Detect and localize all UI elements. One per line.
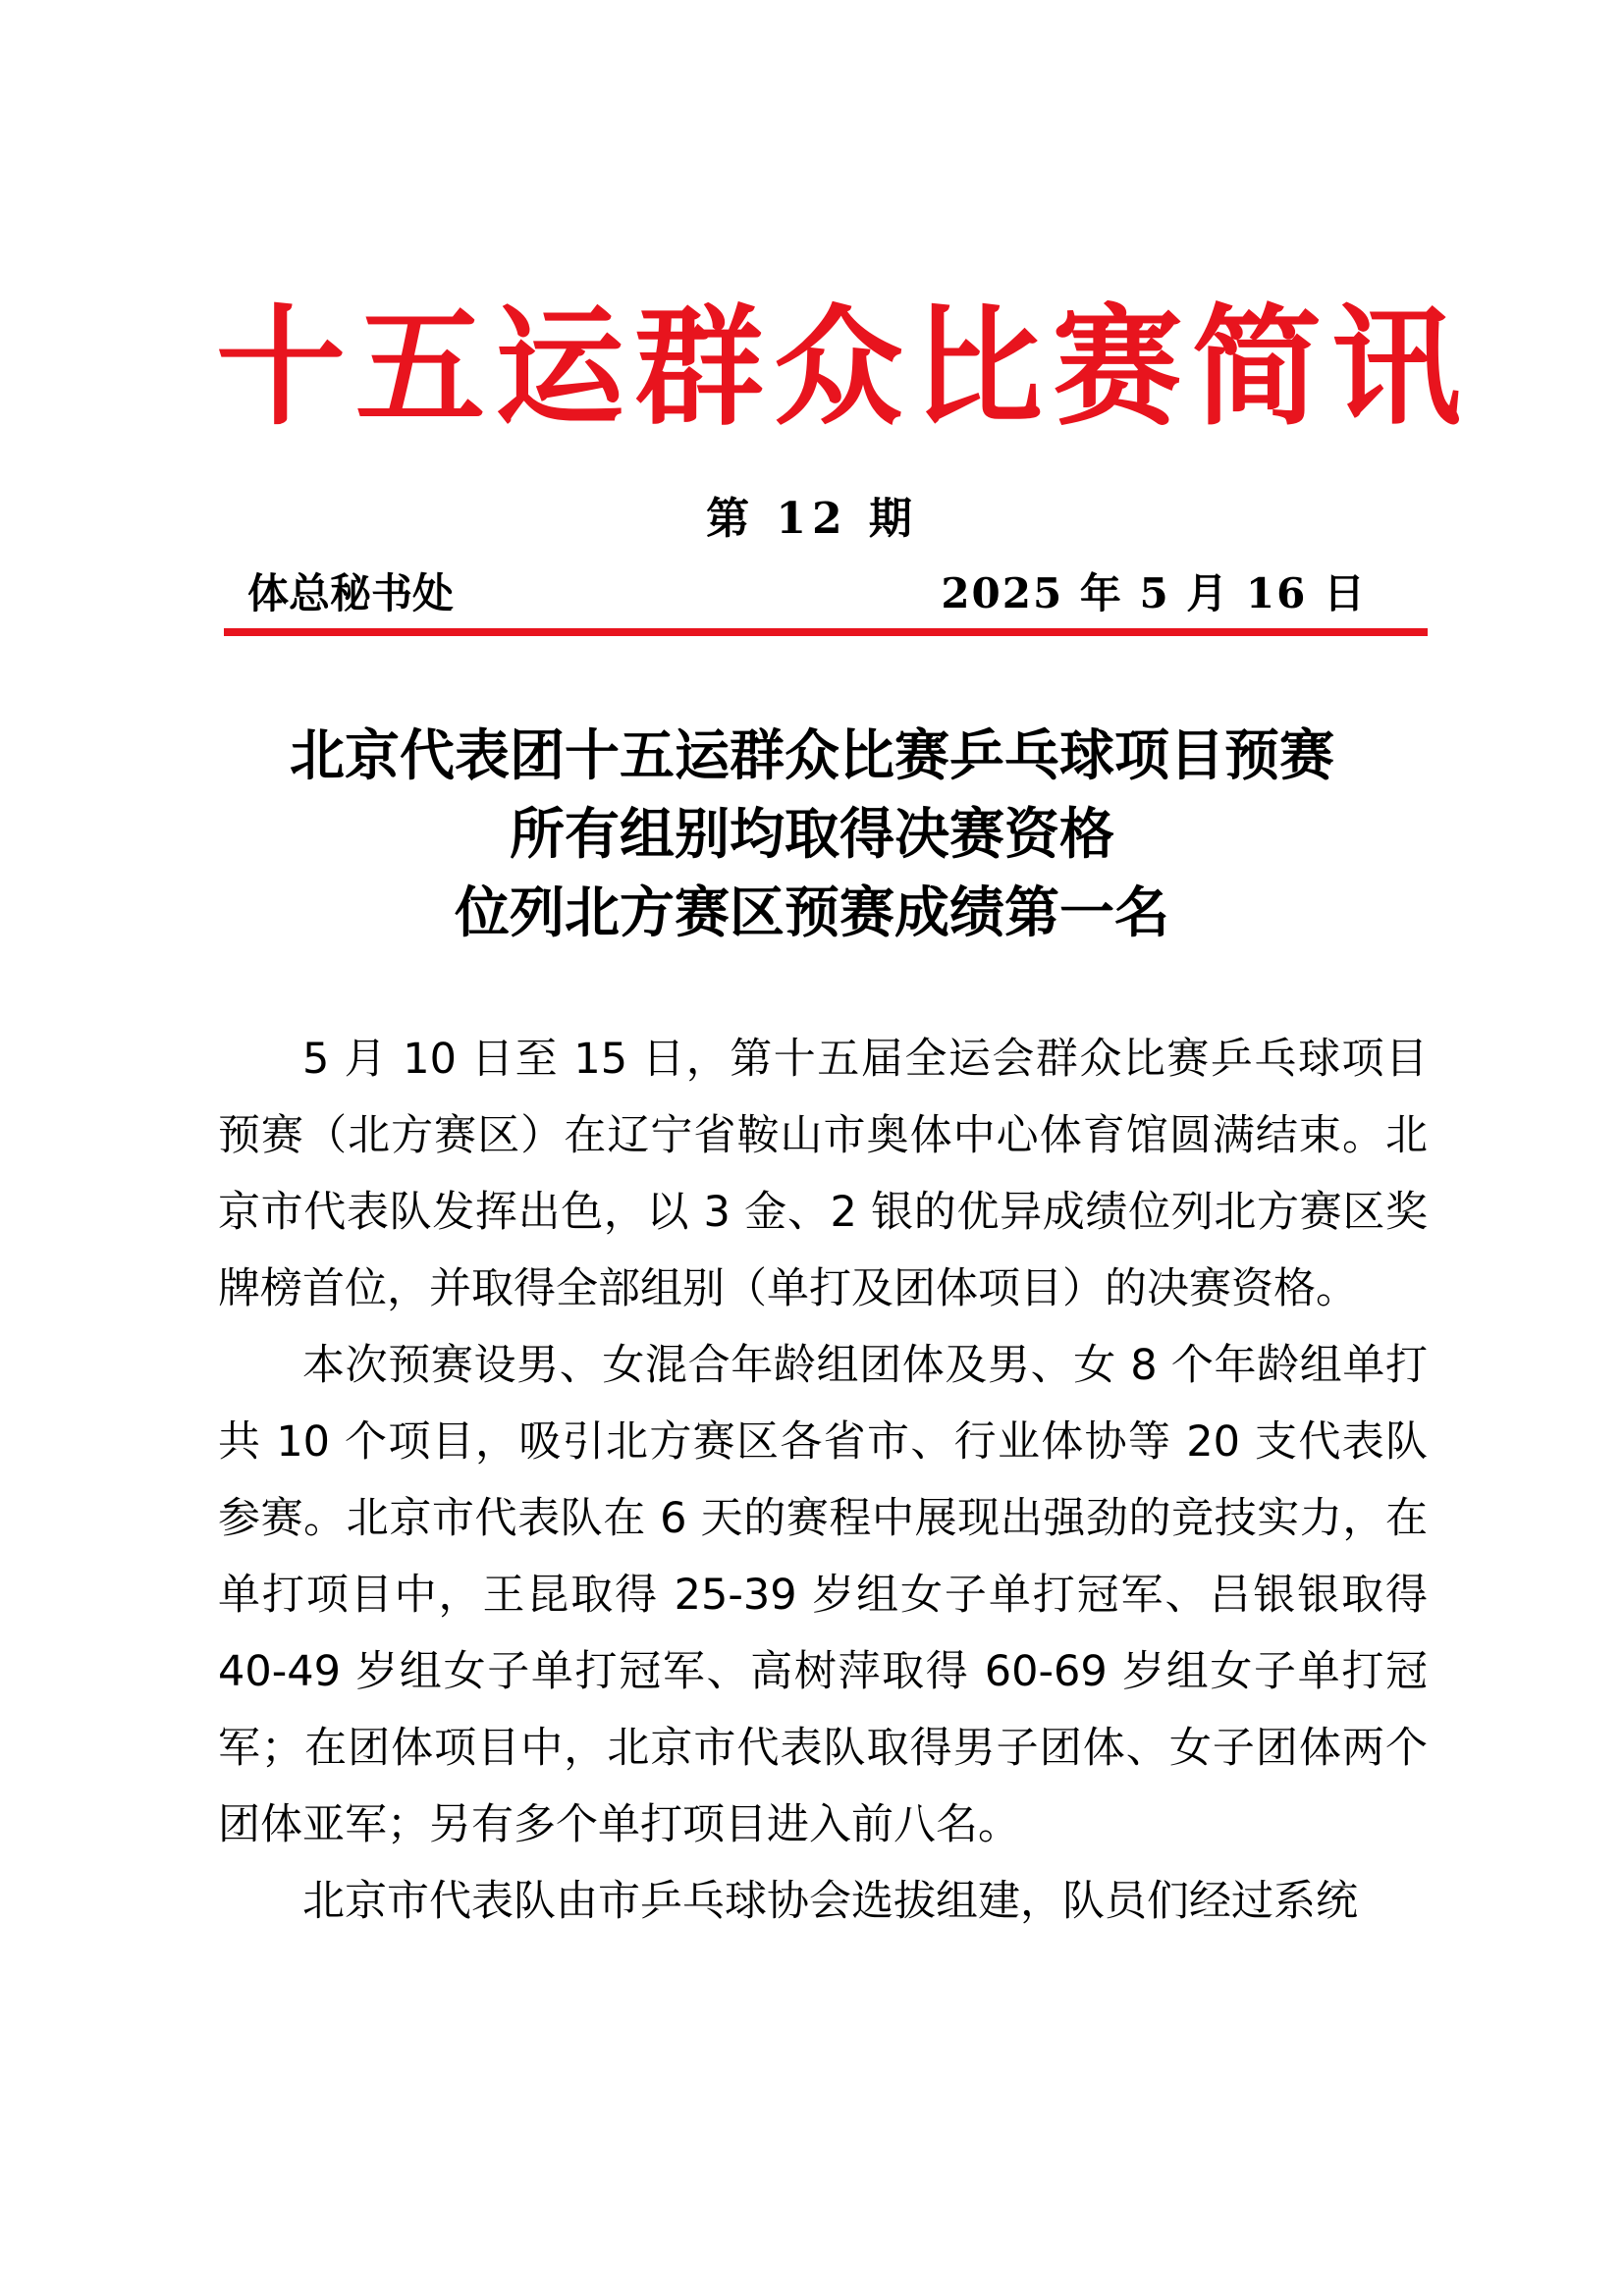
issuer: 体总秘书处 (247, 569, 455, 617)
article-body (218, 1021, 1428, 1940)
paragraph: 5 月 10 日至 15 日，第十五届全运会群众比赛乒乓球项目预赛（北方赛区）在辽宁省鞍山市奥体中心体育馆圆满结束。北京市代表队发挥出色，以 3 金、2 银的优异成绩位列北方赛区奖牌榜首位，并取得全部组别（单打及团体项目）的决赛资格。 (218, 1035, 1428, 1313)
article-headline (196, 717, 1428, 952)
issue-date: 2025 年 5 月 16 日 (941, 569, 1367, 617)
red-divider-rule (224, 628, 1428, 636)
headline-line-3: 位列北方赛区预赛成绩第一名 (455, 881, 1169, 945)
issue-number: 第 12 期 (706, 494, 918, 544)
headline-line-1: 北京代表团十五运群众比赛乒乓球项目预赛 (290, 723, 1334, 788)
masthead-title: 十五运群众比赛简讯 (216, 292, 1471, 444)
paragraph: 本次预赛设男、女混合年龄组团体及男、女 8 个年龄组单打共 10 个项目，吸引北方赛区各省市、行业体协等 20 支代表队参赛。北京市代表队在 6 天的赛程中展现出强劲的竞技实力，在单打项目中，王昆取得 25-39 岁组女子单打冠军、吕银银取得 40-49 岁组女子单打冠军、高树萍取得 60-69 岁组女子单打冠军；在团体项目中，北京市代表队取得男子团体、女子团体两个团体亚军；另有多个单打项目进入前八名。 (218, 1341, 1428, 1849)
paragraph: 北京市代表队由市乒乓球协会选拔组建，队员们经过系统 (302, 1877, 1358, 1926)
headline-line-2: 所有组别均取得决赛资格 (510, 802, 1114, 867)
